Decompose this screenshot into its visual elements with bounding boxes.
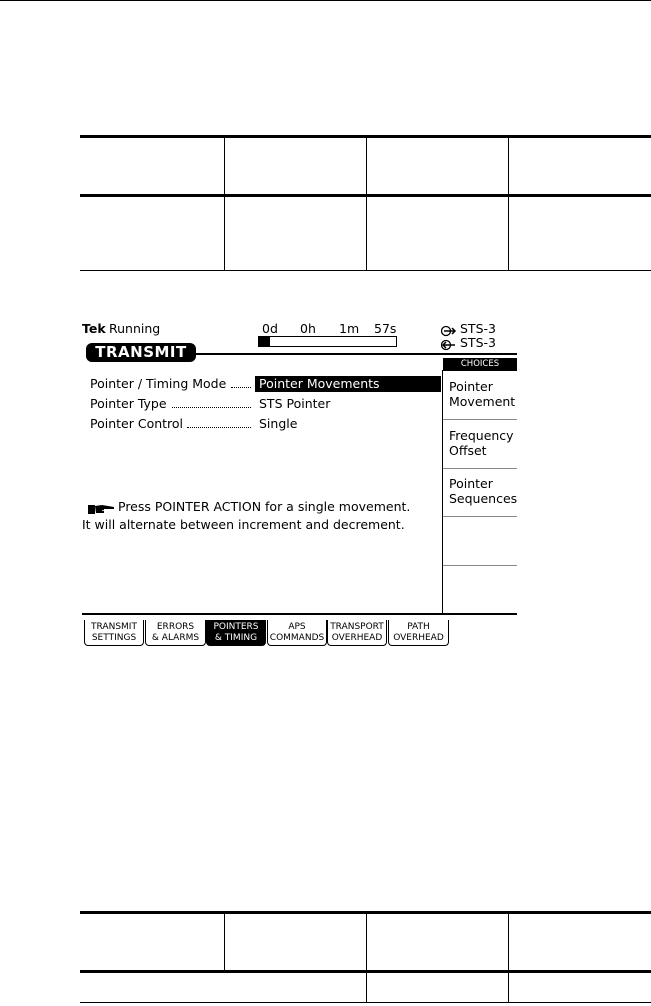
tab-line-1: APS [288,622,306,632]
signal-out-icon [441,322,457,334]
help-line-1: Press POINTER ACTION for a single movement. [118,499,411,514]
brand-label: Tek [82,321,106,336]
tab-line-2: & ALARMS [151,633,200,643]
tab-path-overhead[interactable] [388,620,449,646]
tab-line-2: & TIMING [214,633,258,643]
timer-seconds: 57s [374,321,397,336]
tab-transmit-settings[interactable] [84,620,144,646]
tab-line-1: ERRORS [156,622,195,632]
tab-line-1: PATH [407,622,430,632]
tab-transport-overhead[interactable] [327,620,387,646]
tab-aps-commands[interactable] [267,620,327,646]
timer-days: 0d [262,321,278,336]
tab-line-1: TRANSMIT [91,622,137,632]
choice-line-1: Pointer [449,476,493,491]
choice-pointer-movement[interactable] [443,372,517,418]
signal-in-label: STS-3 [460,335,496,350]
pointing-hand-icon [88,500,116,512]
help-line-2: It will alternate between increment and decrement. [82,517,405,532]
timer-minutes: 1m [339,321,360,336]
setting-label-timing-mode: Pointer / Timing Mode [90,376,227,391]
choice-line-1: Pointer [449,379,493,394]
leader-dots [172,406,251,408]
choices-header [443,358,517,371]
screen-bottom-rule [82,613,517,615]
timer-hours: 0h [300,321,316,336]
tab-line-1: TRANSPORT [330,622,384,632]
test-progress-fill [259,337,270,346]
setting-value-timing-mode[interactable] [255,376,441,392]
choice-line-2: Movement [449,394,516,409]
choice-line-2: Offset [449,443,487,458]
tab-line-2: OVERHEAD [331,633,383,643]
tab-line-2: OVERHEAD [393,633,444,643]
signal-in-icon [441,336,457,348]
tab-line-2: SETTINGS [91,633,137,643]
tab-line-2: COMMANDS [269,633,325,643]
choice-line-2: Sequences [449,491,518,506]
table-col-divider [224,914,225,970]
screen-title: TRANSMIT [95,343,187,361]
choices-separator [443,565,517,566]
table-col-divider [508,914,509,1003]
tab-errors-alarms[interactable] [145,620,206,646]
table-col-divider [366,914,367,1003]
tab-pointers-timing[interactable] [206,620,266,646]
choice-frequency-offset[interactable] [443,420,517,467]
page-top-rule [0,0,651,1]
setting-value-text: Pointer Movements [259,376,380,391]
table-col-divider [366,138,367,271]
choices-header-label: CHOICES [460,359,500,369]
setting-value-pointer-control[interactable]: Single [259,416,298,431]
table-col-divider [224,138,225,271]
tab-line-1: POINTERS [213,622,259,632]
setting-value-pointer-type[interactable]: STS Pointer [259,396,331,411]
choice-line-1: Frequency [449,428,514,443]
title-rule [196,353,517,355]
setting-label-pointer-control: Pointer Control [90,416,184,431]
run-state-label: Running [109,321,161,336]
screen-title-badge [86,343,196,362]
leader-dots [231,386,251,388]
choice-pointer-sequences[interactable] [443,469,517,516]
setting-label-pointer-type: Pointer Type [90,396,167,411]
signal-out-label: STS-3 [460,321,496,336]
choices-separator [443,516,517,517]
test-progress-bar [258,336,397,347]
leader-dots [187,426,251,428]
table-col-divider [508,138,509,271]
